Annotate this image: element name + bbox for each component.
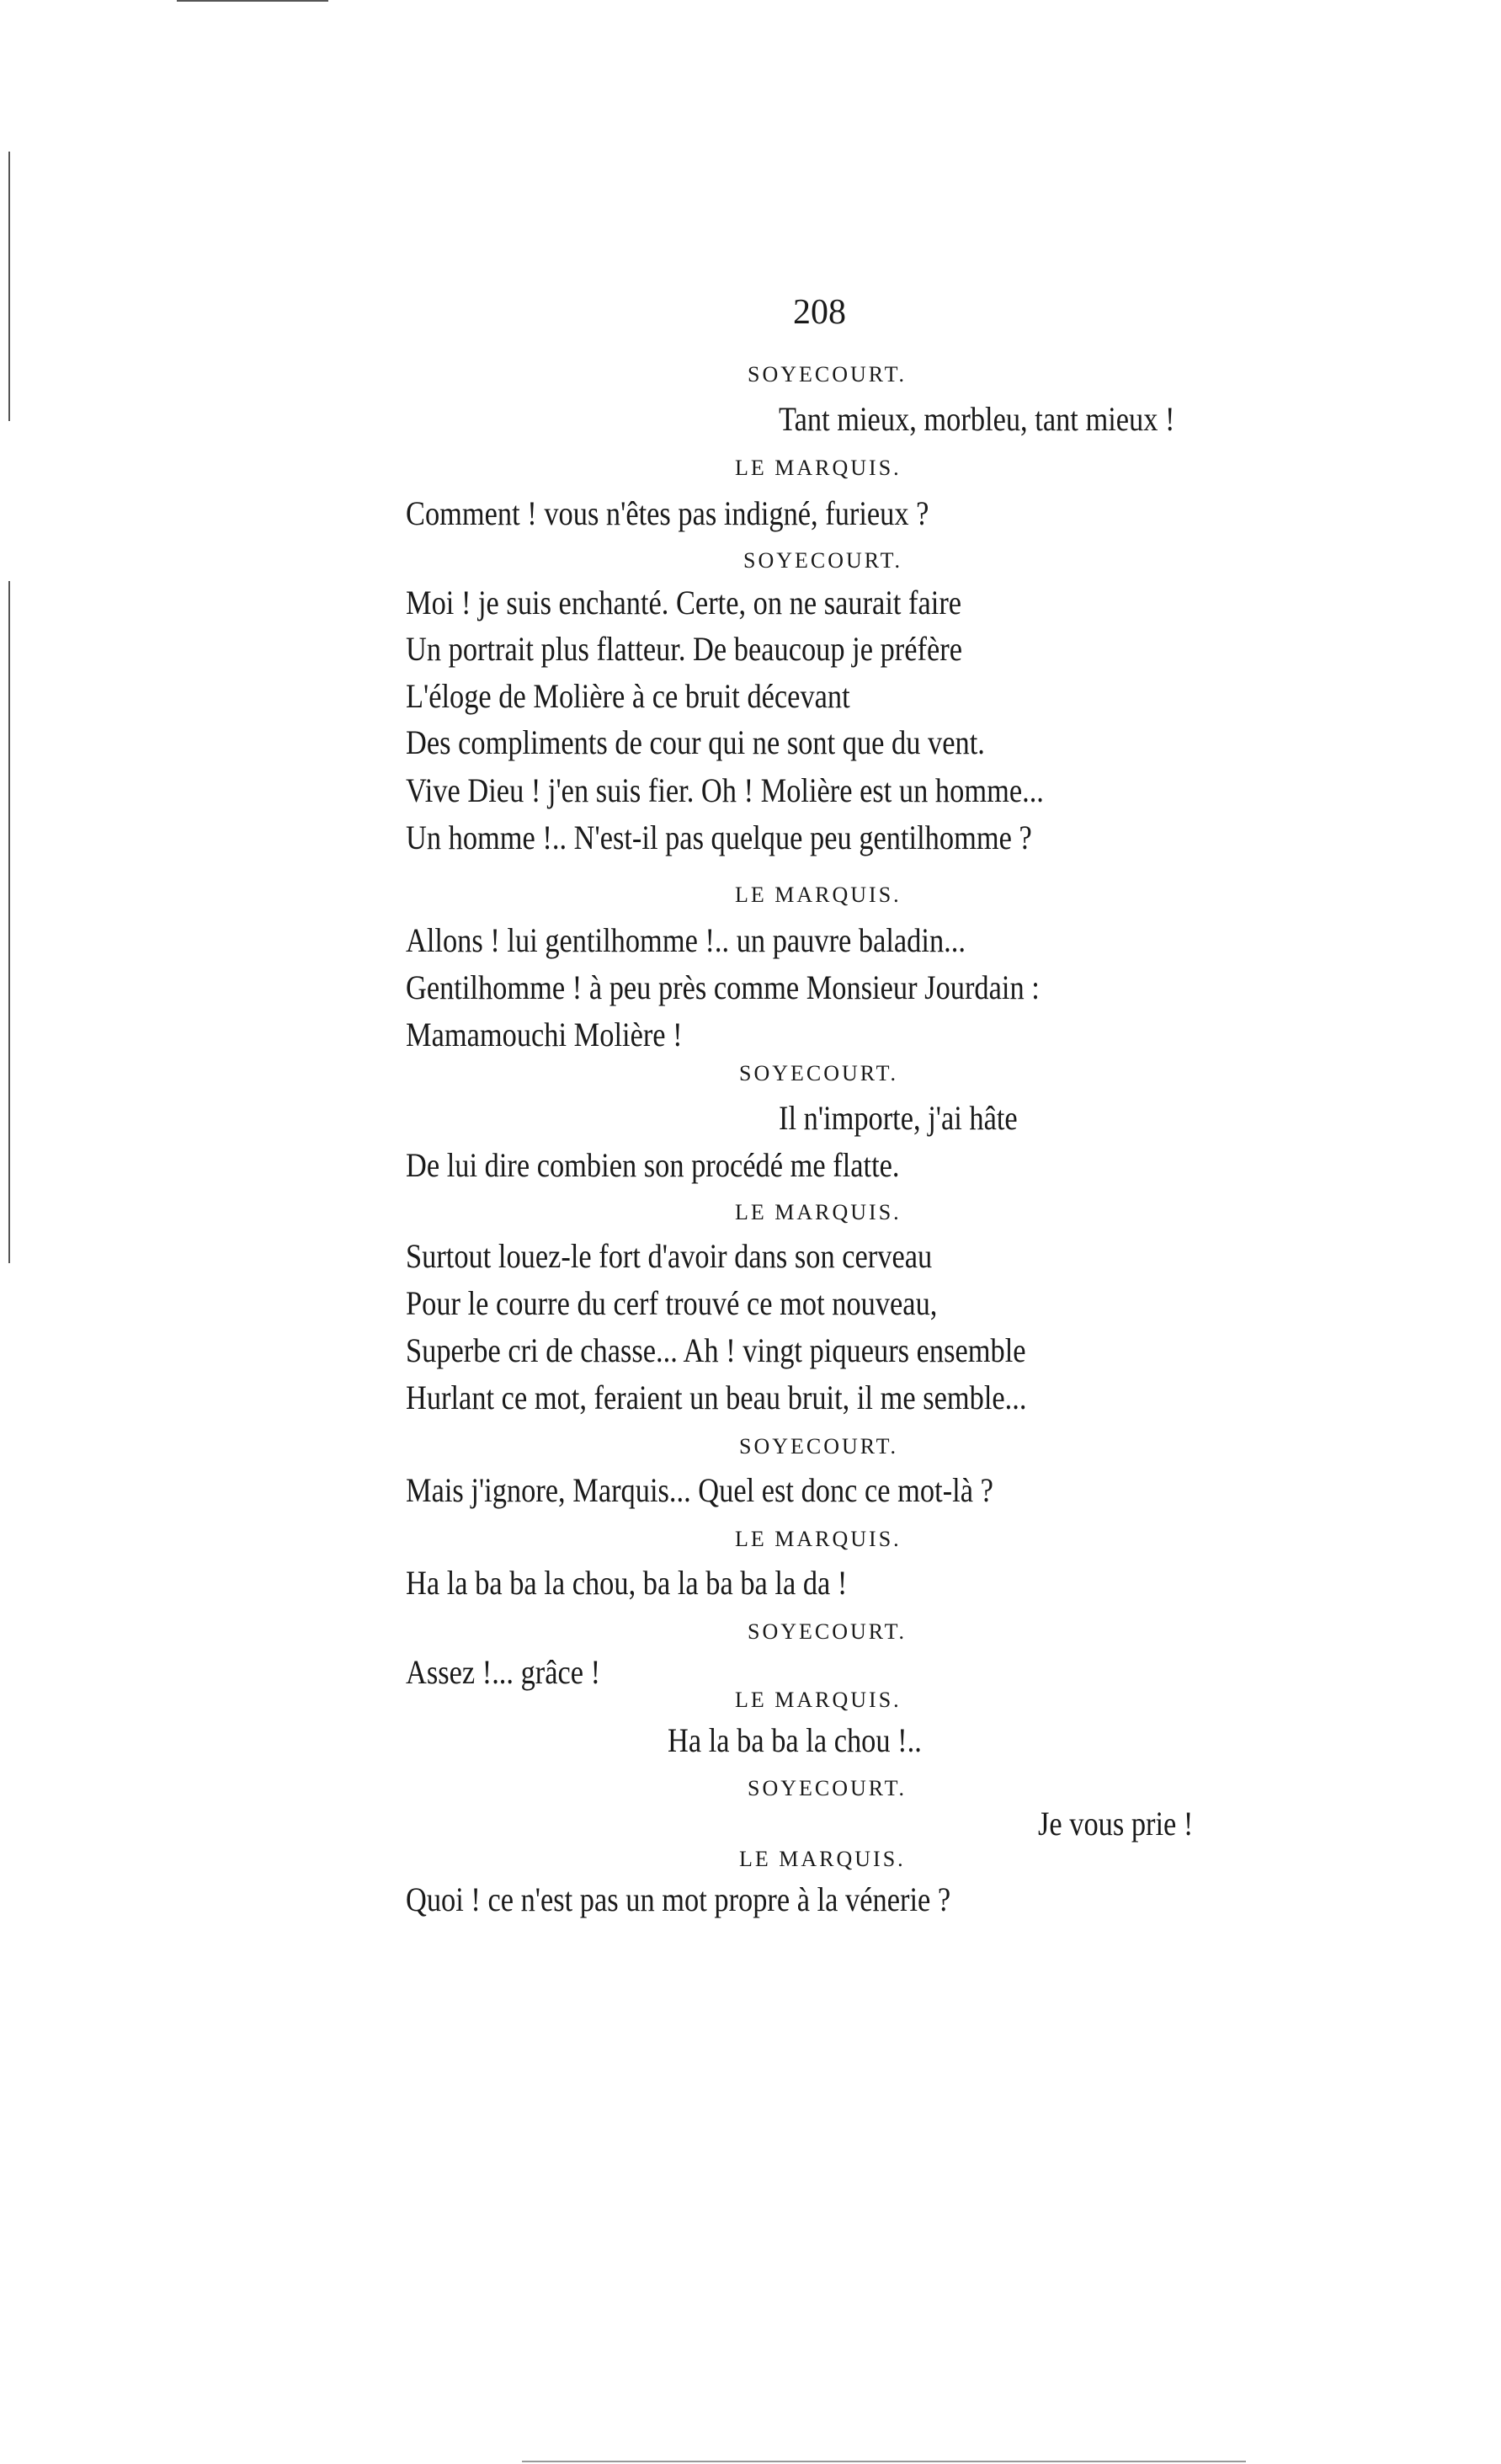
speaker-marquis: LE MARQUIS. [735, 456, 902, 480]
scan-bottom-rule [522, 2461, 1246, 2462]
verse-line: Un homme !.. N'est-il pas quelque peu gentilhomme ? [406, 819, 1032, 856]
verse-line: Je vous prie ! [1038, 1805, 1194, 1843]
speaker-marquis: LE MARQUIS. [739, 1847, 906, 1871]
scan-edge-mark [8, 581, 10, 1263]
verse-line: Quoi ! ce n'est pas un mot propre à la vénerie ? [406, 1880, 951, 1918]
verse-line: Pour le courre du cerf trouvé ce mot nouveau, [406, 1284, 938, 1322]
verse-line: Surtout louez-le fort d'avoir dans son cerveau [406, 1237, 933, 1275]
verse-line: Ha la ba ba la chou !.. [668, 1721, 922, 1759]
speaker-soyecourt: SOYECOURT. [739, 1434, 899, 1459]
verse-line: Moi ! je suis enchanté. Certe, on ne saurait faire [406, 584, 962, 621]
scan-top-rule [177, 0, 328, 2]
verse-line: Assez !... grâce ! [406, 1653, 601, 1691]
page-number: 208 [793, 293, 846, 332]
speaker-soyecourt: SOYECOURT. [748, 1776, 908, 1800]
verse-line: Tant mieux, morbleu, tant mieux ! [779, 400, 1175, 438]
speaker-soyecourt: SOYECOURT. [739, 1061, 899, 1085]
speaker-marquis: LE MARQUIS. [735, 1688, 902, 1712]
speaker-soyecourt: SOYECOURT. [748, 1619, 908, 1644]
verse-line: Vive Dieu ! j'en suis fier. Oh ! Molière est un homme... [406, 771, 1044, 809]
verse-line: Il n'importe, j'ai hâte [779, 1099, 1018, 1137]
verse-line: Un portrait plus flatteur. De beaucoup je préfère [406, 630, 962, 668]
verse-line: Des compliments de cour qui ne sont que du vent. [406, 723, 985, 761]
speaker-soyecourt: SOYECOURT. [743, 548, 903, 573]
verse-line: Mamamouchi Molière ! [406, 1016, 683, 1053]
verse-line: De lui dire combien son procédé me flatte. [406, 1146, 900, 1184]
verse-line: Mais j'ignore, Marquis... Quel est donc ce mot-là ? [406, 1471, 993, 1509]
verse-line: Comment ! vous n'êtes pas indigné, furieux ? [406, 494, 929, 532]
verse-line: Hurlant ce mot, feraient un beau bruit, il me semble... [406, 1379, 1027, 1416]
scan-edge-mark [8, 152, 10, 421]
speaker-marquis: LE MARQUIS. [735, 1200, 902, 1224]
verse-line: Allons ! lui gentilhomme !.. un pauvre baladin... [406, 921, 966, 959]
speaker-marquis: LE MARQUIS. [735, 883, 902, 907]
verse-line: Gentilhomme ! à peu près comme Monsieur Jourdain : [406, 968, 1040, 1006]
speaker-marquis: LE MARQUIS. [735, 1527, 902, 1551]
verse-line: Ha la ba ba la chou, ba la ba ba la da ! [406, 1564, 848, 1602]
verse-line: L'éloge de Molière à ce bruit décevant [406, 677, 850, 715]
speaker-soyecourt: SOYECOURT. [748, 362, 908, 387]
verse-line: Superbe cri de chasse... Ah ! vingt piqueurs ensemble [406, 1331, 1026, 1369]
